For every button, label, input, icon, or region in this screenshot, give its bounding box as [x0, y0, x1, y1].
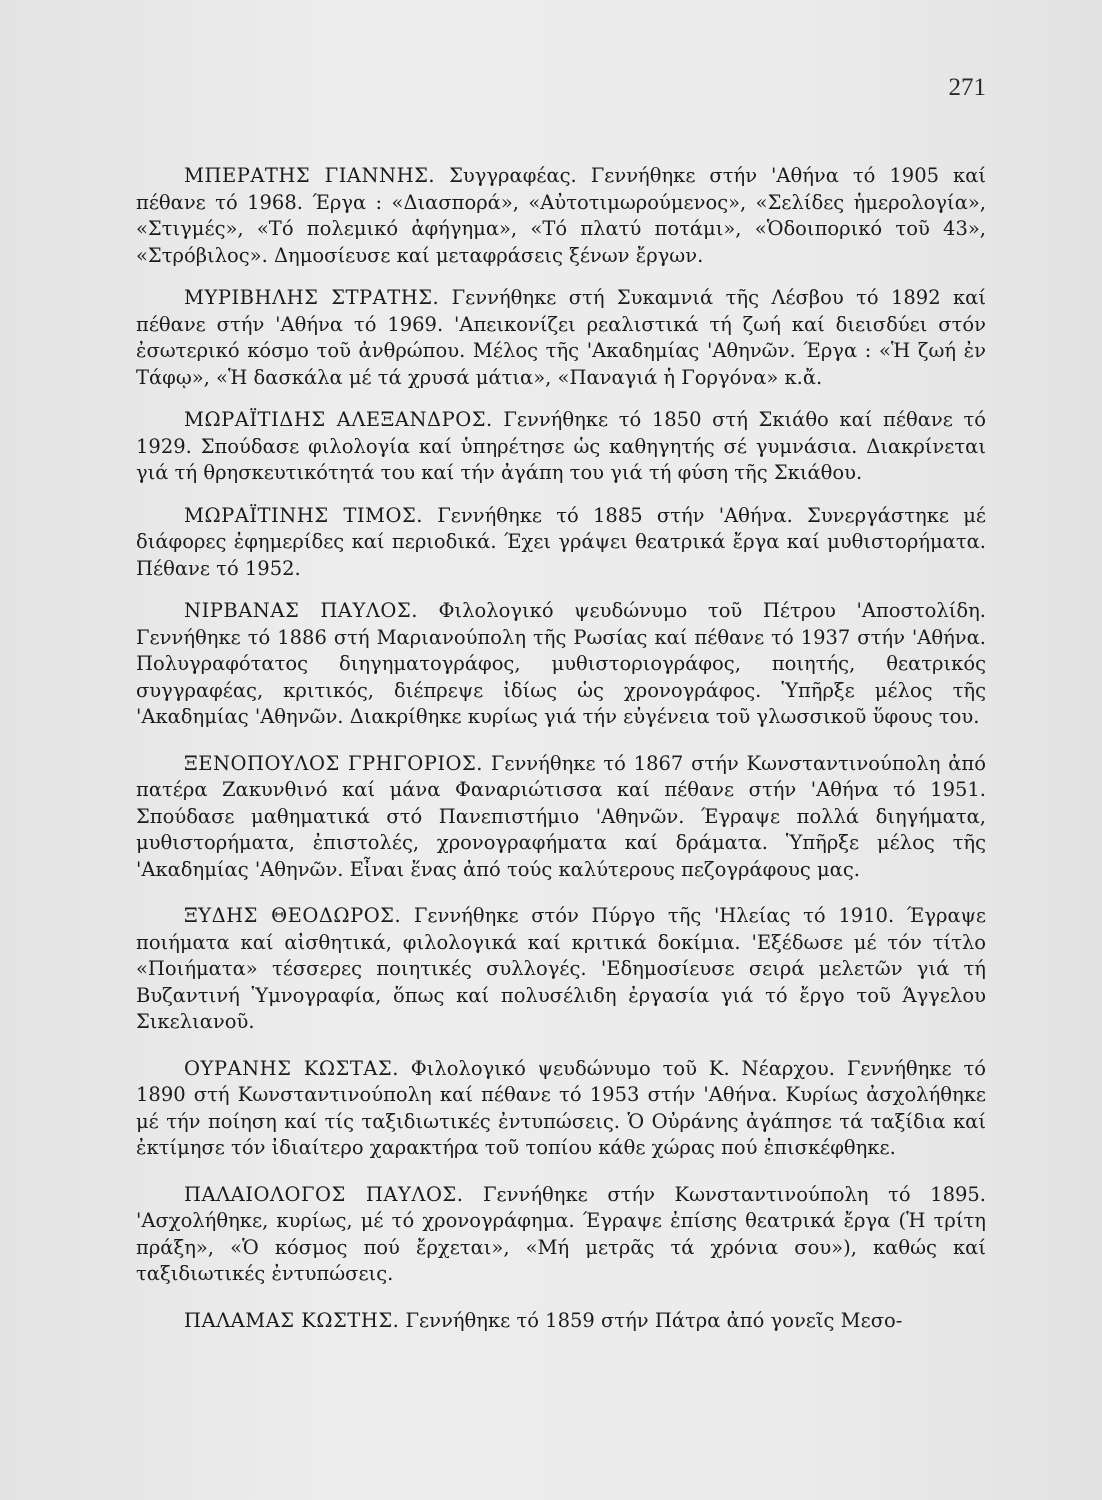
entry-name: ΞΥΔΗΣ ΘΕΟΔΩΡΟΣ.	[184, 904, 402, 927]
entry-name: ΠΑΛΑΙΟΛΟΓΟΣ ΠΑΥΛΟΣ.	[184, 1182, 464, 1206]
entry-name: ΜΥΡΙΒΗΛΗΣ ΣΤΡΑΤΗΣ.	[184, 286, 440, 309]
entry-text: Γεννήθηκε στή Συκαμνιά τῆς Λέσβου τό 1892 καί πέθανε στήν 'Αθήνα τό 1969. 'Απεικονίζει ρεαλιστικά τή ζωή καί διεισδύει στόν ἐσωτερικό κόσμο τοῦ ἀνθρώπου. Μέλος τῆς 'Ακαδημίας 'Αθηνῶν. Έργα : «Ἡ ζωή ἐν Τάφῳ», «Ἡ δασκάλα μέ τά χρυσά μάτια», «Παναγιά ἡ Γοργόνα» κ.ἄ.	[136, 286, 986, 389]
entry-name: ΝΙΡΒΑΝΑΣ ΠΑΥΛΟΣ.	[184, 599, 418, 622]
entry-nirvanas	[136, 598, 986, 731]
page-number: 271	[948, 74, 986, 101]
entry-myrivilis	[136, 285, 986, 391]
entry-name: ΜΩΡΑΪΤΙΔΗΣ ΑΛΕΞΑΝΔΡΟΣ.	[184, 408, 493, 431]
entry-palamas	[136, 1308, 986, 1335]
entry-text: Γεννήθηκε τό 1867 στήν Κωνσταντινούπολη ἀπό πατέρα Ζακυνθινό καί μάνα Φαναριώτισσα καί πέθανε στήν 'Αθήνα τό 1951. Σπούδασε μαθηματικά στό Πανεπιστήμιο 'Αθηνῶν. Έγραψε πολλά διηγήματα, μυθιστορήματα, ἐπιστολές, χρονογραφήματα καί δράματα. Ὑπῆρξε μέλος τῆς 'Ακαδημίας 'Αθηνῶν. Εἶναι ἕνας ἀπό τούς καλύτερους πεζογράφους μας.	[136, 751, 986, 881]
entry-palaiologos	[136, 1182, 986, 1288]
entry-mperatis	[136, 163, 986, 269]
entry-name: ΜΩΡΑΪΤΙΝΗΣ ΤΙΜΟΣ.	[184, 503, 423, 527]
entry-text: Συγγραφέας. Γεννήθηκε στήν 'Αθήνα τό 1905 καί πέθανε τό 1968. Έργα : «Διασπορά», «Αὐτοτιμωρούμενος», «Σελίδες ἡμερολογία», «Στιγμές», «Τό πολεμικό ἀφήγημα», «Τό πλατύ ποτάμι», «Ὁδοιπορικό τοῦ 43», «Στρόβιλος». Δημοσίευσε καί μεταφράσεις ξένων ἔργων.	[136, 164, 987, 267]
entry-xydis	[136, 903, 986, 1036]
entry-name: ΠΑΛΑΜΑΣ ΚΩΣΤΗΣ.	[184, 1308, 400, 1332]
entry-text: Φιλολογικό ψευδώνυμο τοῦ Κ. Νέαρχου. Γεννήθηκε τό 1890 στή Κωνσταντινούπολη καί πέθανε τό 1953 στήν 'Αθήνα. Κυρίως ἀσχολήθηκε μέ τήν ποίηση καί τίς ταξιδιωτικές ἐντυπώσεις. Ὁ Οὐράνης ἀγάπησε τά ταξίδια καί ἐκτίμησε τόν ἰδιαίτερο χαρακτήρα τοῦ τοπίου κάθε χώρας πού ἐπισκέφθηκε.	[136, 1056, 986, 1159]
entry-text: Γεννήθηκε στόν Πύργο τῆς 'Ηλείας τό 1910. Έγραψε ποιήματα καί αἰσθητικά, φιλολογικά καί κριτικά δοκίμια. 'Εξέδωσε μέ τόν τίτλο «Ποιήματα» τέσσερες ποιητικές συλλογές. 'Εδημοσίευσε σειρά μελετῶν γιά τή Βυζαντινή Ὑμνογραφία, ὅπως καί πολυσέλιδη ἐργασία γιά τό ἔργο τοῦ Άγγελου Σικελιανοῦ.	[136, 904, 987, 1033]
entry-name: ΜΠΕΡΑΤΗΣ ΓΙΑΝΝΗΣ.	[184, 164, 436, 187]
entry-text: Γεννήθηκε τό 1859 στήν Πάτρα ἀπό γονεῖς Μεσο-	[405, 1308, 903, 1332]
entry-text: Γεννήθηκε τό 1850 στή Σκιάθο καί πέθανε τό 1929. Σπούδασε φιλολογία καί ὑπηρέτησε ὡς καθηγητής σέ γυμνάσια. Διακρίνεται γιά τή θρησκευτικότητά του καί τήν ἀγάπη του γιά τή φύση τῆς Σκιάθου.	[136, 408, 986, 484]
entry-ouranis	[136, 1056, 986, 1162]
entry-moraitidis	[136, 407, 986, 487]
entry-name: ΟΥΡΑΝΗΣ ΚΩΣΤΑΣ.	[184, 1056, 399, 1080]
entry-moraitinis	[136, 503, 986, 583]
entry-name: ΞΕΝΟΠΟΥΛΟΣ ΓΡΗΓΟΡΙΟΣ.	[184, 751, 483, 775]
entries-list	[136, 163, 986, 1334]
entry-text: Γεννήθηκε τό 1885 στήν 'Αθήνα. Συνεργάστηκε μέ διάφορες ἐφημερίδες καί περιοδικά. Έχει γράψει θεατρικά ἔργα καί μυθιστορήματα. Πέθανε τό 1952.	[136, 503, 987, 580]
entry-text: Γεννήθηκε στήν Κωνσταντινούπολη τό 1895. 'Ασχολήθηκε, κυρίως, μέ τό χρονογράφημα. Έγραψε ἐπίσης θεατρικά ἔργα (Ἡ τρίτη πράξη», «Ὁ κόσμος πού ἔρχεται», «Μή μετρᾶς τά χρόνια σου»), καθώς καί ταξιδιωτικές ἐντυπώσεις.	[136, 1182, 986, 1285]
entry-xenopoulos	[136, 751, 986, 884]
entry-text: Φιλολογικό ψευδώνυμο τοῦ Πέτρου 'Αποστολίδη. Γεννήθηκε τό 1886 στή Μαριανούπολη τῆς Ρωσίας καί πέθανε τό 1937 στήν 'Αθήνα. Πολυγραφότατος διηγηματογράφος, μυθιστοριογράφος, ποιητής, θεατρικός συγγραφέας, κριτικός, διέπρεψε ἰδίως ὡς χρονογράφος. Ὑπῆρξε μέλος τῆς 'Ακαδημίας 'Αθηνῶν. Διακρίθηκε κυρίως γιά τήν εὐγένεια τοῦ γλωσσικοῦ ὕφους του.	[136, 599, 986, 728]
